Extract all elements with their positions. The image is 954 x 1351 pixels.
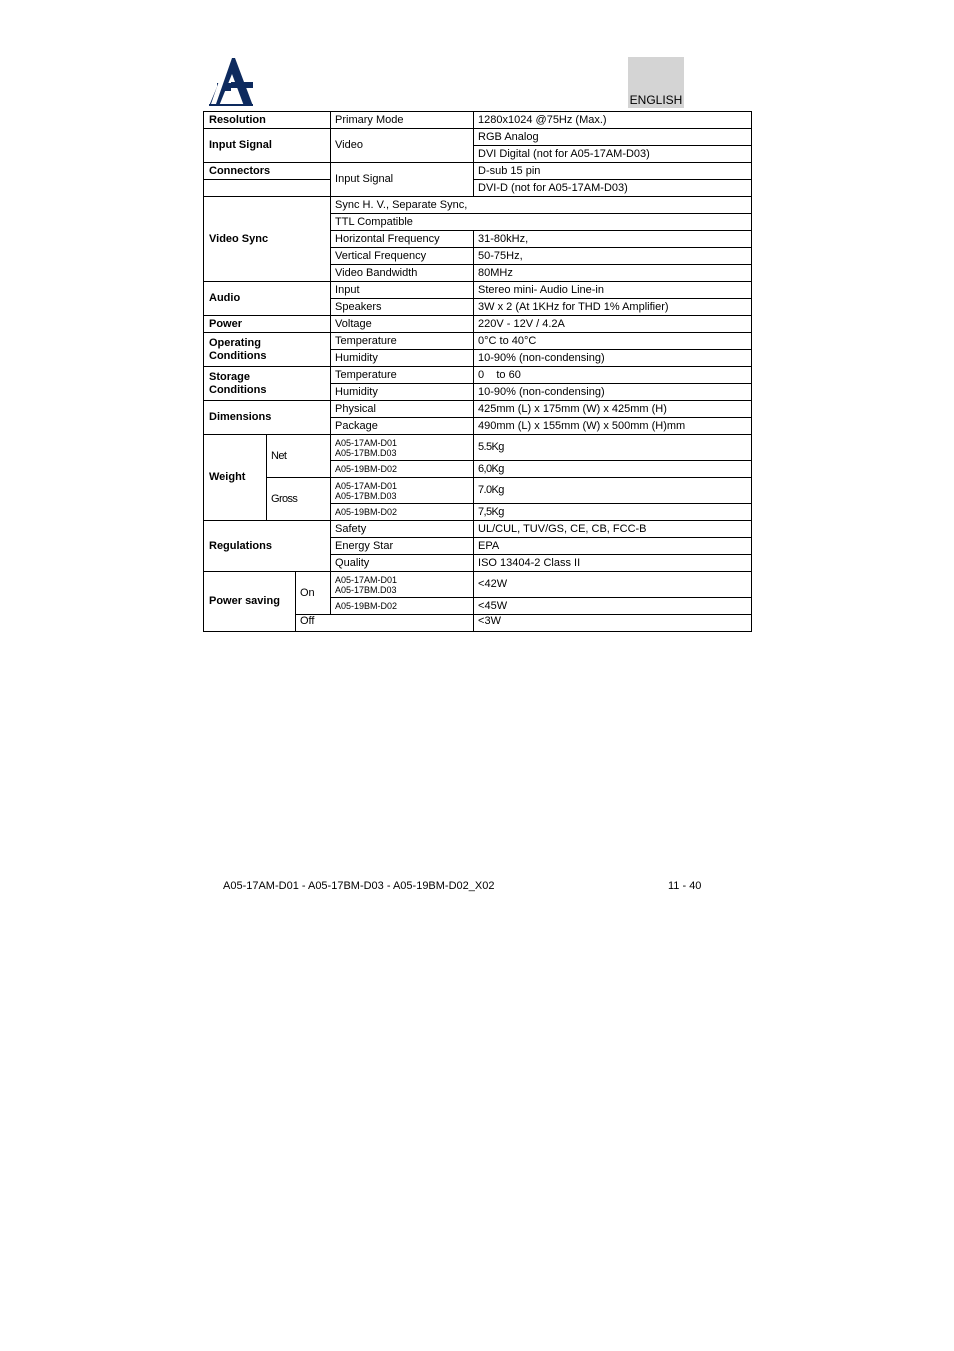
table-row (204, 367, 752, 384)
atlantis-logo-icon (207, 56, 255, 106)
spec-sub-label: Primary Mode (331, 112, 474, 129)
spec-category-audio: Audio (204, 282, 331, 316)
model-code: A05-17BM.D03 (335, 584, 397, 595)
spec-value: 3W x 2 (At 1KHz for THD 1% Amplifier) (474, 299, 752, 316)
category-label-line: Conditions (209, 383, 267, 396)
model-code: A05-17BM.D03 (335, 490, 397, 501)
spec-sub-label: Sync H. V., Separate Sync, (331, 197, 752, 214)
language-label: ENGLISH (629, 93, 683, 107)
model-cell (331, 598, 474, 615)
model-code: A05-19BM-D02 (335, 464, 398, 474)
model-code: A05-17AM-D01 (335, 437, 398, 448)
spec-category-storage-conditions (204, 367, 331, 401)
model-code: A05-17AM-D01 (335, 480, 398, 491)
spec-value: EPA (474, 538, 752, 555)
spec-category-power-saving: Power saving (204, 572, 296, 632)
weight-net-label: Net (267, 435, 331, 478)
spec-sub-label: Humidity (331, 350, 474, 367)
category-label-line: Conditions (209, 349, 267, 362)
spec-value: 6,0Kg (474, 461, 752, 478)
spec-sub-label: Humidity (331, 384, 474, 401)
spec-sub-label: Energy Star (331, 538, 474, 555)
spec-value: DVI Digital (not for A05-17AM-D03) (474, 146, 752, 163)
category-label-line: Operating (209, 336, 261, 349)
spec-value: <45W (474, 598, 752, 615)
spec-sub-label: Speakers (331, 299, 474, 316)
spec-category-resolution: Resolution (204, 112, 331, 129)
spec-sub-label: Input Signal (331, 163, 474, 197)
spec-value: ISO 13404-2 Class II (474, 555, 752, 572)
footer-document-code: A05-17AM-D01 - A05-17BM-D03 - A05-19BM-D02_X02 (223, 880, 495, 892)
spec-sub-label: Package (331, 418, 474, 435)
spec-value: 0 to 60 (474, 367, 752, 384)
power-saving-off-label: Off (296, 615, 474, 632)
spec-value: 31-80kHz, (474, 231, 752, 248)
model-code: A05-19BM-D02 (335, 601, 398, 611)
footer-page-number: 11 - 40 (668, 880, 702, 892)
table-row (204, 401, 752, 418)
spec-category-weight: Weight (204, 435, 267, 521)
spec-value: 490mm (L) x 155mm (W) x 500mm (H)mm (474, 418, 752, 435)
spec-sub-label: Temperature (331, 333, 474, 350)
table-row (204, 333, 752, 350)
spec-value: D-sub 15 pin (474, 163, 752, 180)
model-code: A05-19BM-D02 (335, 507, 398, 517)
spec-value: 1280x1024 @75Hz (Max.) (474, 112, 752, 129)
spec-category-video-sync: Video Sync (204, 197, 331, 282)
empty-cell (204, 180, 331, 197)
spec-sub-label: Temperature (331, 367, 474, 384)
spec-value: <3W (474, 615, 752, 632)
spec-value: 220V - 12V / 4.2A (474, 316, 752, 333)
spec-category-dimensions: Dimensions (204, 401, 331, 435)
spec-value: 80MHz (474, 265, 752, 282)
spec-value: 7.0Kg (474, 478, 752, 504)
model-cell (331, 478, 474, 504)
spec-value: 7,5Kg (474, 504, 752, 521)
spec-value: Stereo mini- Audio Line-in (474, 282, 752, 299)
spec-value: UL/CUL, TUV/GS, CE, CB, FCC-B (474, 521, 752, 538)
spec-sub-label: Safety (331, 521, 474, 538)
model-cell (331, 435, 474, 461)
model-cell (331, 461, 474, 478)
spec-sub-label: Physical (331, 401, 474, 418)
table-row (204, 478, 752, 504)
table-row (204, 112, 752, 129)
spec-category-operating-conditions (204, 333, 331, 367)
spec-value: DVI-D (not for A05-17AM-D03) (474, 180, 752, 197)
power-saving-on-label: On (296, 572, 331, 615)
table-row (204, 180, 752, 197)
spec-sub-label: Voltage (331, 316, 474, 333)
spec-value: 0°C to 40°C (474, 333, 752, 350)
model-cell (331, 504, 474, 521)
spec-sub-label: Horizontal Frequency (331, 231, 474, 248)
table-row (204, 435, 752, 461)
model-code: A05-17AM-D01 (335, 574, 398, 585)
category-label-line: Storage (209, 370, 250, 383)
spec-sub-label: TTL Compatible (331, 214, 752, 231)
spec-sub-label: Input (331, 282, 474, 299)
table-row (204, 282, 752, 299)
table-row (204, 521, 752, 538)
model-cell (331, 572, 474, 598)
spec-value: 10-90% (non-condensing) (474, 384, 752, 401)
table-row (204, 129, 752, 146)
spec-value: 425mm (L) x 175mm (W) x 425mm (H) (474, 401, 752, 418)
spec-value: RGB Analog (474, 129, 752, 146)
specification-table (203, 111, 752, 632)
weight-gross-label: Gross (267, 478, 331, 521)
model-code: A05-17BM.D03 (335, 447, 397, 458)
spec-category-input-signal: Input Signal (204, 129, 331, 163)
spec-sub-label: Video Bandwidth (331, 265, 474, 282)
spec-sub-label: Vertical Frequency (331, 248, 474, 265)
spec-sub-label: Video (331, 129, 474, 163)
spec-value: 10-90% (non-condensing) (474, 350, 752, 367)
spec-value: 50-75Hz, (474, 248, 752, 265)
table-row (204, 572, 752, 598)
spec-value: <42W (474, 572, 752, 598)
spec-category-connectors: Connectors (204, 163, 331, 180)
table-row (204, 197, 752, 214)
table-row (204, 316, 752, 333)
spec-category-power: Power (204, 316, 331, 333)
spec-value: 5.5Kg (474, 435, 752, 461)
table-row (204, 163, 752, 180)
spec-category-regulations: Regulations (204, 521, 331, 572)
spec-sub-label: Quality (331, 555, 474, 572)
